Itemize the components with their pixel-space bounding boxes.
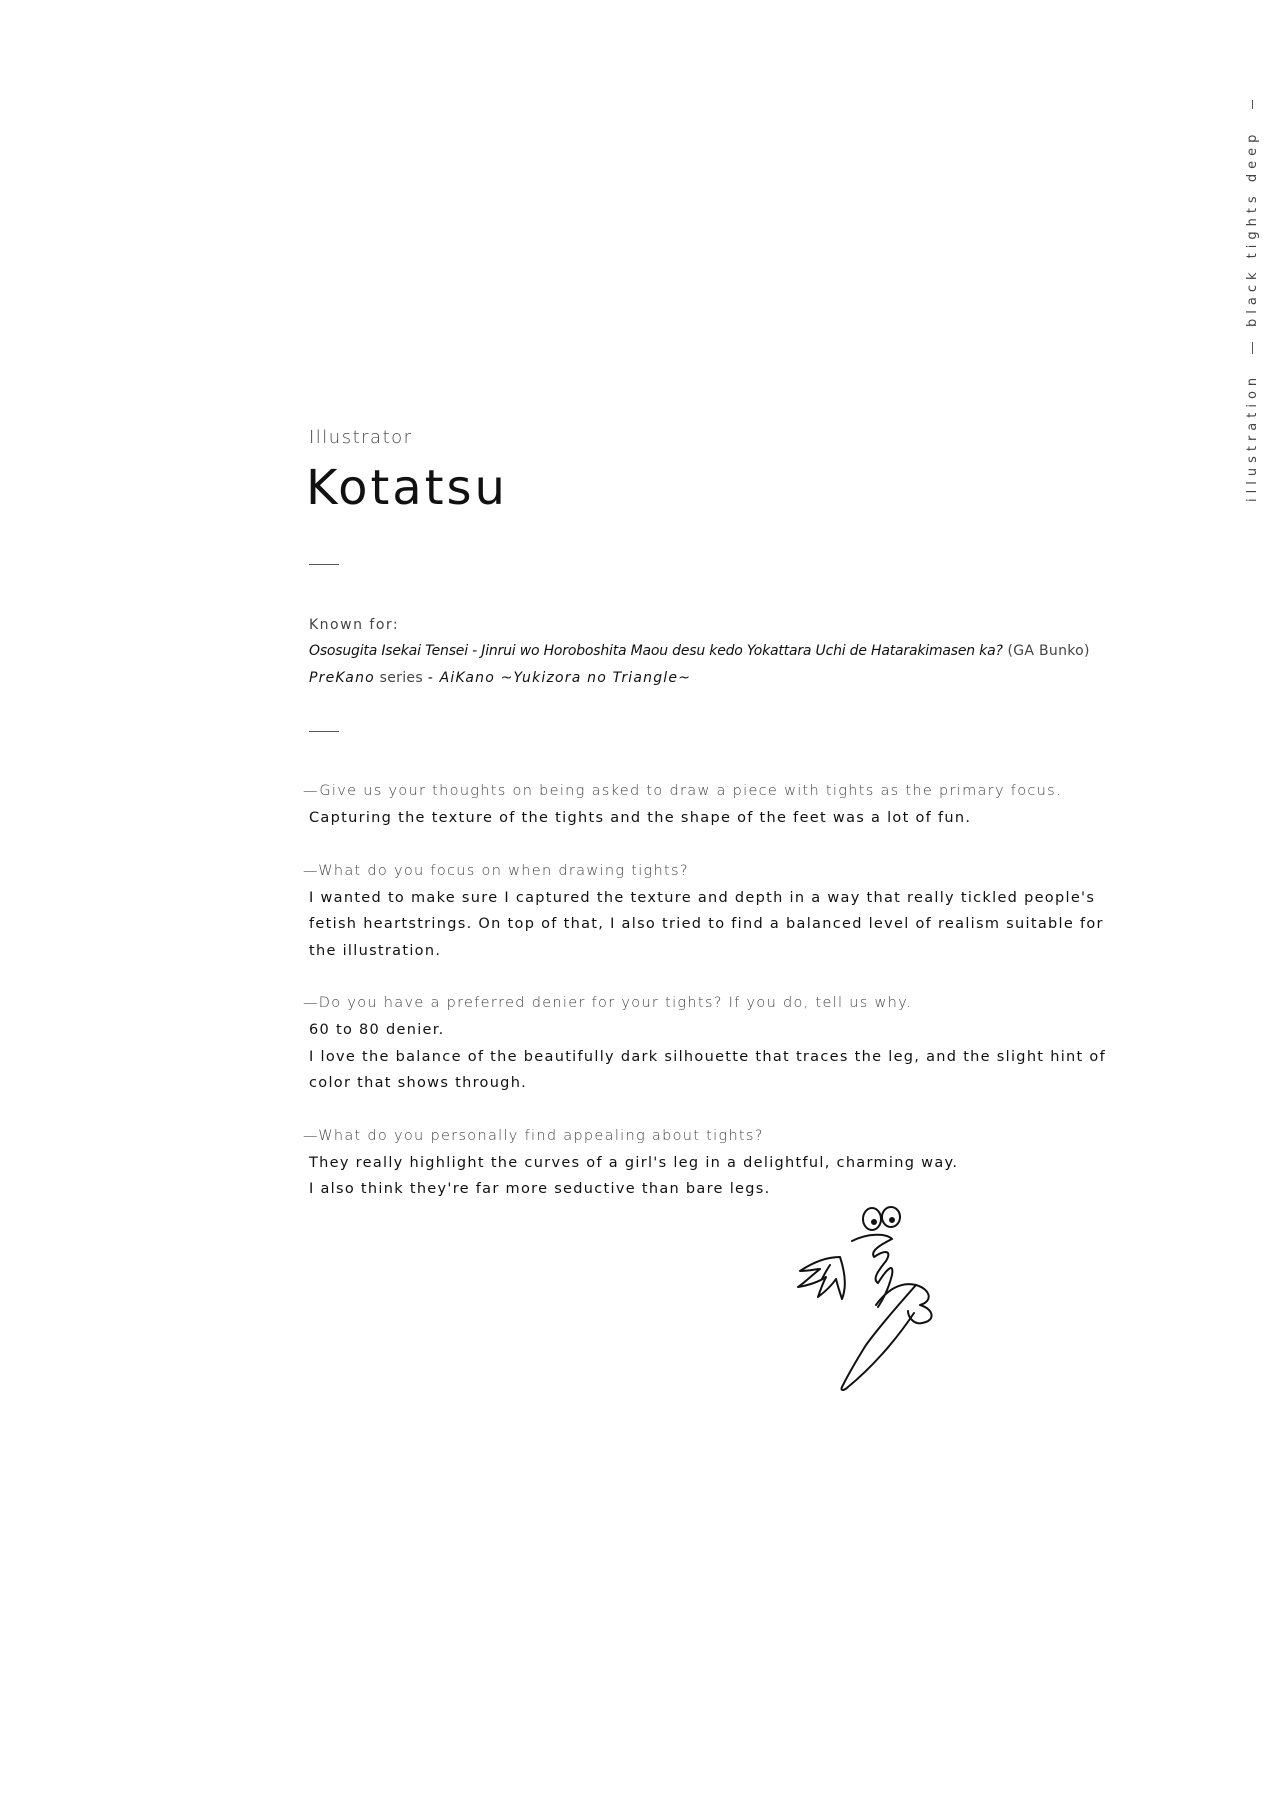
- question: —Do you have a preferred denier for your tights? If you do, tell us why.: [303, 995, 912, 1011]
- signature-doodle-icon: [790, 1205, 960, 1415]
- answer: Capturing the texture of the tights and the shape of the feet was a lot of fun.: [309, 810, 972, 826]
- known-for-section: [309, 612, 1209, 692]
- known-for-line-1: [309, 638, 1209, 665]
- answer: I love the balance of the beautifully dark silhouette that traces the leg, and the slight hint of color that shows through.: [309, 1048, 1106, 1091]
- question: —Give us your thoughts on being asked to draw a piece with tights as the primary focus.: [303, 783, 1062, 799]
- known-for-line-2: [309, 665, 1209, 692]
- illustrator-role: Illustrator: [309, 427, 413, 448]
- side-rule-top: [1252, 100, 1253, 109]
- side-label: [1242, 100, 1264, 510]
- qa-item: [303, 990, 1123, 1097]
- answer: I wanted to make sure I captured the texture and depth in a way that really tickled people's fetish heartstrings. On top of that, I also tried to find a balanced level of realism suitable for the illustration.: [309, 889, 1104, 959]
- answer: I also think they're far more seductive than bare legs.: [309, 1181, 771, 1197]
- divider: [309, 564, 339, 565]
- qa-item: [303, 778, 1123, 832]
- work-title-2: PreKano: [309, 670, 375, 686]
- answer: 60 to 80 denier.: [309, 1022, 445, 1038]
- answer: They really highlight the curves of a girl's leg in a delightful, charming way.: [309, 1154, 959, 1171]
- interview-section: [303, 778, 1123, 1229]
- qa-item: [303, 858, 1123, 965]
- side-rule-middle: [1252, 342, 1253, 354]
- question: —What do you personally find appealing about tights?: [303, 1127, 764, 1144]
- divider: [309, 731, 339, 732]
- work-series-label: series: [374, 670, 428, 686]
- work-subtitle-2: - AiKano ~Yukizora no Triangle~: [427, 670, 692, 686]
- illustrator-name: Kotatsu: [306, 460, 508, 516]
- known-for-label: Known for:: [309, 617, 400, 633]
- qa-item: [303, 1123, 1123, 1203]
- question: —What do you focus on when drawing tights?: [303, 862, 689, 879]
- work-title-1: Ososugita Isekai Tensei - Jinrui wo Horoboshita Maou desu kedo Yokattara Uchi de Hatarakimasen ka?: [309, 643, 1003, 659]
- work-publisher-1: (GA Bunko): [1002, 643, 1090, 659]
- side-text-series: black tights deep: [1245, 129, 1260, 327]
- side-text-category: illustration: [1245, 372, 1260, 502]
